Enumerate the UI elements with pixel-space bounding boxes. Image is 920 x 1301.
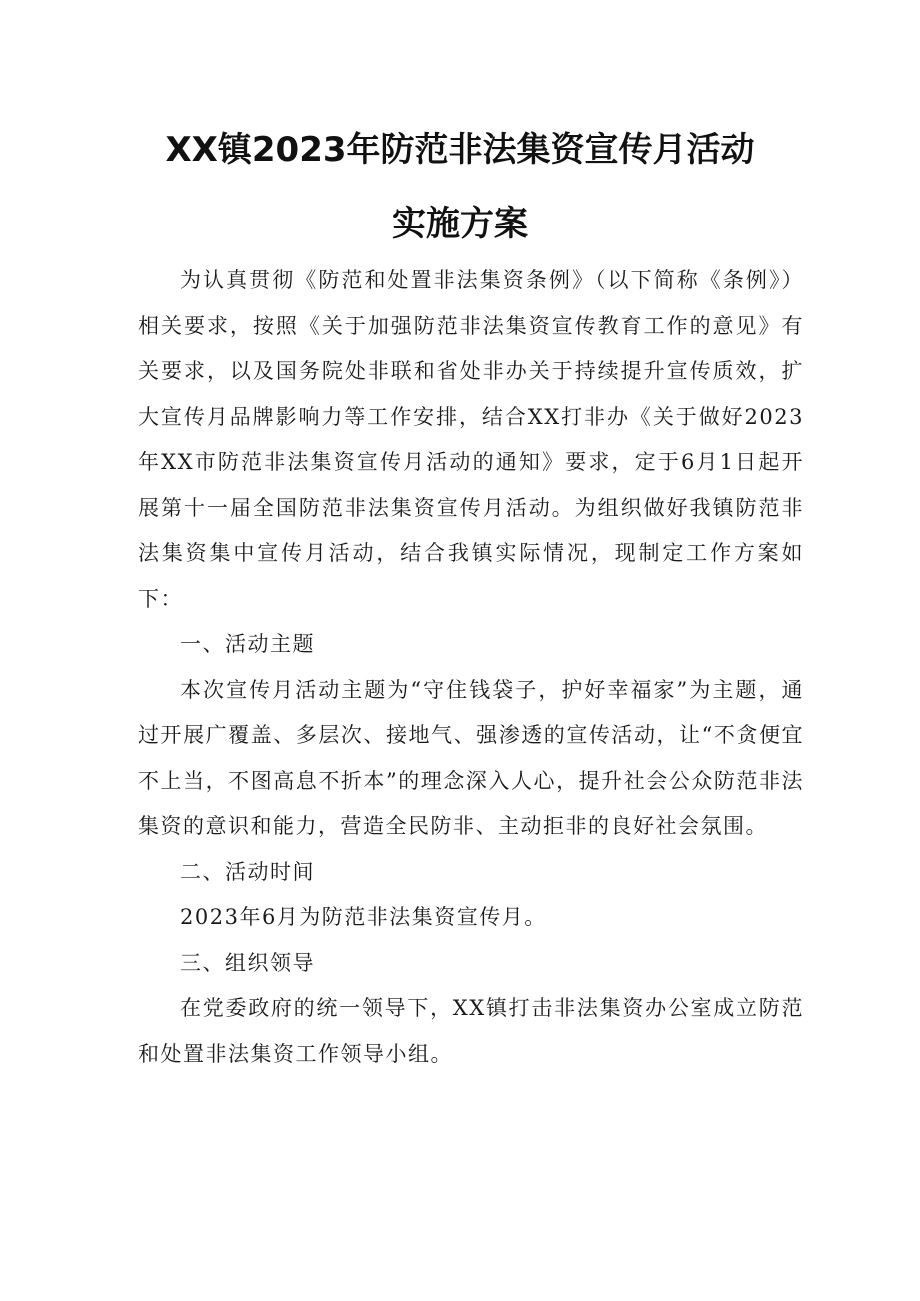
section-heading-theme: 一、活动主题 — [180, 632, 315, 656]
intro-paragraph: 为认真贯彻《防范和处置非法集资条例》（以下简称《条例》）相关要求，按照《关于加强防范非法集资宣传教育工作的意见》有关要求，以及国务院处非联和省处非办关于持续提升宣传质效，扩大宣传月品牌影响力等工作安排，结合XX打非办《关于做好2023年XX市防范非法集资宣传月活动的通知》要求，定于6月1日起开展第十一届全国防范非法集资宣传月活动。为组织做好我镇防范非法集资集中宣传月活动，结合我镇实际情况，现制定工作方案如下： — [138, 268, 804, 611]
section-heading-leadership: 三、组织领导 — [180, 950, 315, 975]
leadership-paragraph: 在党委政府的统一领导下，XX镇打击非法集资办公室成立防范和处置非法集资工作领导小组。 — [138, 996, 804, 1066]
document-body — [138, 258, 804, 1077]
time-paragraph: 2023年6月为防范非法集资宣传月。 — [180, 905, 547, 929]
theme-paragraph: 本次宣传月活动主题为“守住钱袋子，护好幸福家”为主题，通过开展广覆盖、多层次、接地气、强渗透的宣传活动，让“不贪便宜不上当，不图高息不折本”的理念深入人心，提升社会公众防范非法集资的意识和能力，营造全民防非、主动拒非的良好社会氛围。 — [138, 677, 804, 838]
document-title-line-2: 实施方案 — [392, 204, 528, 244]
section-heading-time: 二、活动时间 — [180, 859, 315, 884]
document-title-line-1: XX镇2023年防范非法集资宣传月活动 — [165, 130, 755, 170]
